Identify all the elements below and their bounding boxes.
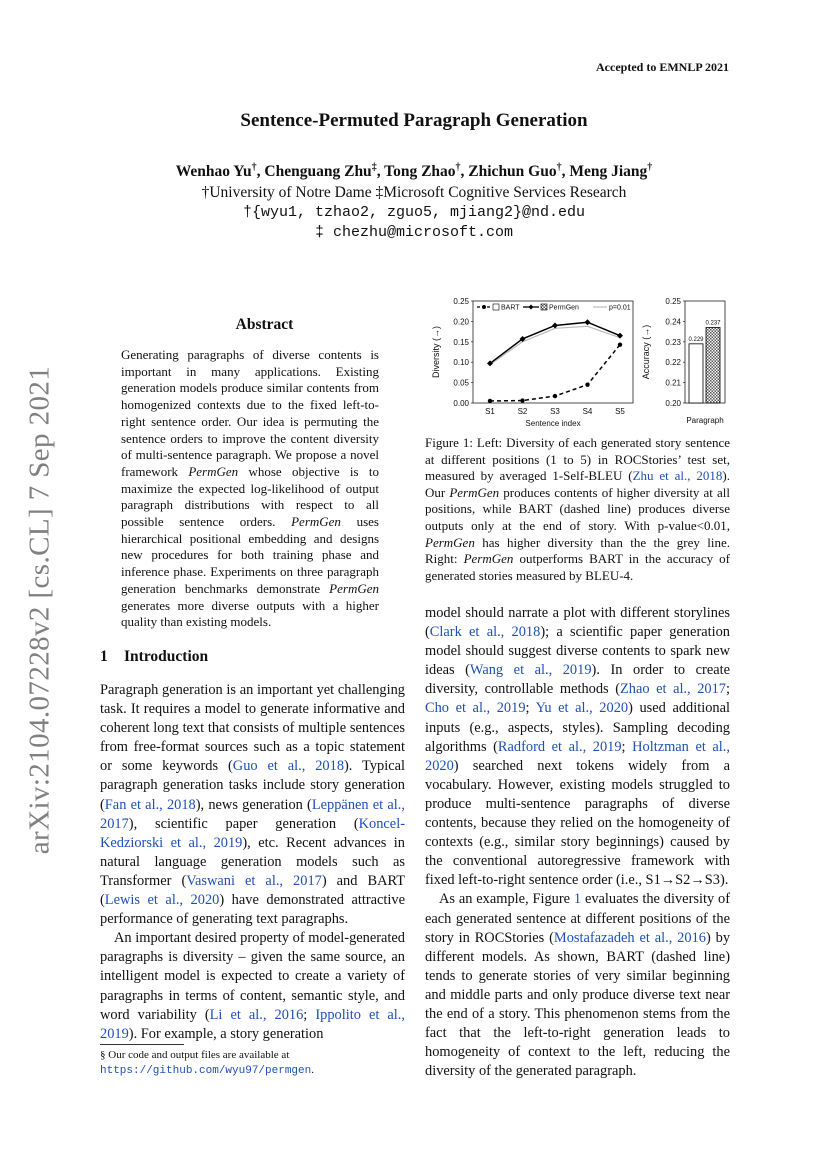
bar-data-label: 0.237	[705, 320, 721, 327]
series-line-bart	[490, 345, 620, 401]
left-x-axis-label: Sentence index	[525, 419, 581, 428]
left-y-axis-label: Diversity (→)	[431, 326, 441, 378]
email-line: ‡ chezhu@microsoft.com	[314, 224, 514, 241]
right-y-tick-label: 0.20	[665, 399, 681, 408]
intro-right-column	[425, 604, 730, 1081]
author: Meng Jiang†	[569, 162, 653, 181]
figure-1-charts	[425, 293, 733, 433]
author: Chenguang Zhu‡,	[264, 162, 385, 181]
paper-title: Sentence-Permuted Paragraph Generation	[240, 110, 588, 131]
affiliations: †University of Notre Dame ‡Microsoft Cognitive Services Research	[201, 184, 627, 201]
right-y-tick-label: 0.25	[665, 297, 681, 306]
paragraph: Paragraph generation is an important yet challenging task. It requires a model to generate informative and coherent long text that consists of multiple sentences from free-format sources such as a topic statement or some keywords (Guo et al., 2018). Typical paragraph generation tasks include story generation (Fan et al., 2018), news generation (Leppänen et al., 2017), scientific paper generation (Koncel-Kedziorski et al., 2019), etc. Recent advances in natural language generation models such as Transformer (Vaswani et al., 2017) and BART (Lewis et al., 2020) have demonstrated attractive performance of generating text paragraphs.	[100, 682, 405, 928]
data-point-bart	[520, 398, 524, 402]
data-point-bart	[553, 394, 557, 398]
left-y-tick-label: 0.15	[453, 337, 469, 347]
abstract-heading: Abstract	[235, 316, 294, 333]
figure-1	[425, 293, 733, 433]
right-y-tick-label: 0.22	[665, 358, 681, 368]
figure-caption: Figure 1: Left: Diversity of each generated story sentence at different positions (1 to 5) in ROCStories’ test set, measured by averaged 1-Self-BLEU (Zhu et al., 2018). Our PermGen produces contents of higher diversity at all positions, while BART (dashed line) produces diverse outputs only at the end of story. With p-value<0.01, PermGen has higher diversity than the the grey line. Right: PermGen outperforms BART in the accuracy of generated stories measured by BLEU-4.	[425, 435, 730, 583]
left-y-tick-label: 0.25	[453, 297, 469, 306]
right-y-tick-label: 0.23	[665, 337, 681, 347]
author: Tong Zhao†,	[384, 162, 469, 181]
legend-label-bart: BART	[501, 304, 520, 312]
venue-note: Accepted to EMNLP 2021	[596, 60, 729, 74]
legend-box-bart	[493, 304, 499, 310]
left-y-tick-label: 0.05	[453, 378, 469, 388]
left-x-tick-label: S1	[485, 407, 495, 416]
data-point-bart	[618, 342, 622, 346]
left-y-tick-label: 0.20	[453, 317, 469, 327]
right-y-axis-label: Accuracy (→)	[641, 324, 651, 380]
right-y-tick-label: 0.21	[665, 378, 681, 388]
data-point-permgen	[585, 319, 591, 325]
bar-bart	[689, 344, 703, 403]
intro-left-column	[100, 681, 405, 1044]
data-point-bart	[488, 399, 492, 403]
legend-label-p001: p=0.01	[609, 304, 631, 312]
footnote-rule	[100, 1044, 184, 1045]
email-line: †{wyu1, tzhao2, zguo5, mjiang2}@nd.edu	[242, 204, 586, 221]
bar-permgen	[706, 328, 720, 403]
arxiv-stamp: arXiv:2104.07228v2 [cs.CL] 7 Sep 2021	[23, 365, 56, 855]
left-x-tick-label: S5	[615, 407, 625, 416]
left-x-tick-label: S4	[582, 407, 593, 416]
footnote: § Our code and output files are available at https://github.com/wyu97/permgen.	[100, 1049, 314, 1077]
author: Zhichun Guo†,	[468, 162, 570, 181]
legend-label-permgen: PermGen	[549, 304, 579, 312]
author: Wenhao Yu†,	[175, 162, 265, 181]
paragraph: An important desired property of model-generated paragraphs is diversity – given the same source, an intelligent model is expected to create a variety of paragraphs in terms of content, semantic style, and word variability (Li et al., 2016; Ippolito et al., 2019). For example, a story generation	[100, 930, 405, 1042]
author-list	[0, 162, 828, 181]
legend-marker-bart	[482, 305, 486, 309]
paragraph: As an example, Figure 1 evaluates the diversity of each generated sentence at different positions of the story in ROCStories (Mostafazadeh et al., 2016) by different models. As shown, BART (dashed line) tends to generate stories of very similar beginning and middle parts and only produce diverse text near the end of a story. This phenomenon stems from the fact that the left-to-right generation leads to homogeneity of context to the left, reducing the diversity of the generated paragraph.	[425, 891, 731, 1080]
right-x-axis-label: Paragraph	[686, 416, 724, 425]
code-link[interactable]: https://github.com/wyu97/permgen	[100, 1065, 312, 1077]
left-y-tick-label: 0.10	[453, 358, 469, 368]
data-point-permgen	[617, 333, 623, 339]
paragraph: model should narrate a plot with different storylines (Clark et al., 2018); a scientific paper generation model should suggest diverse contents to spark new ideas (Wang et al., 2019). In order to create diversity, controllable methods (Zhao et al., 2017; Cho et al., 2019; Yu et al., 2020) used additional inputs (e.g., aspects, styles). Sampling decoding algorithms (Radford et al., 2019; Holtzman et al., 2020) searched next tokens widely from a vocabulary. However, existing models struggled to produce multi-sentence paragraphs of diverse contents, because they relied on the homogeneity of contexts (e.g., similar story beginnings) caused by the conventional autoregressive framework with fixed left-to-right sentence order (i.e., S1→S2→S3).	[425, 605, 731, 889]
legend-box-permgen	[541, 304, 547, 310]
left-plot-frame	[473, 301, 633, 403]
section-heading: 1 Introduction	[100, 648, 209, 665]
left-x-tick-label: S2	[517, 407, 528, 416]
data-point-permgen	[552, 322, 558, 328]
right-y-tick-label: 0.24	[665, 317, 681, 327]
data-point-bart	[585, 382, 589, 386]
left-x-tick-label: S3	[550, 407, 560, 416]
bar-data-label: 0.229	[688, 336, 704, 343]
left-y-tick-label: 0.00	[453, 399, 469, 408]
abstract-text: Generating paragraphs of diverse contents is important in many applications. Existing generation models produce similar contents from homogenized contexts due to the fixed left-to-right sentence order. Our idea is permuting the sentence orders to improve the content diversity of multi-sentence paragraph. We propose a novel framework PermGen whose objective is to maximize the expected log-likelihood of output paragraph distributions with respect to all possible sentence orders. PermGen uses hierarchical positional embedding and designs new procedures for both training phase and inference phase. Experiments on three paragraph generation benchmarks demonstrate PermGen generates more diverse outputs with a higher quality than existing models.	[121, 347, 379, 630]
legend-marker-permgen	[529, 305, 534, 310]
series-line-p-0-01	[490, 326, 620, 364]
